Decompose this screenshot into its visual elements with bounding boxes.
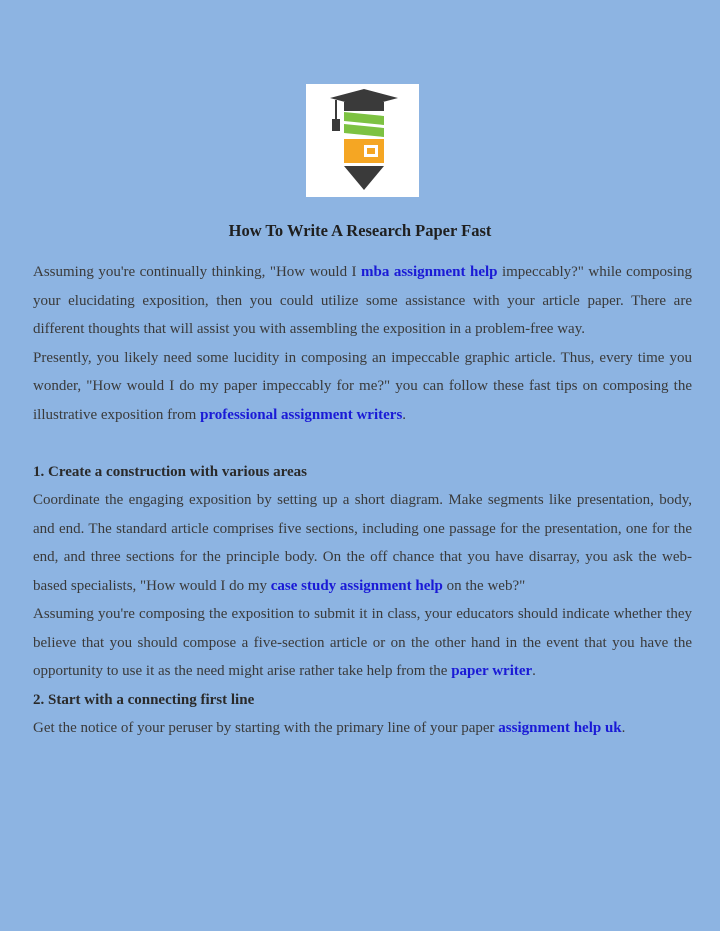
paragraph-4: Assuming you're composing the exposition to submit it in class, your educators should indicate whether they believe that you should compose a five-section article or on the other hand in the event that you have the opportunity to use it as the need might arise rather take help from the paper writer. <box>33 606 692 679</box>
page-title: How To Write A Research Paper Fast <box>228 221 492 240</box>
graduation-cap-pencil-icon <box>306 84 419 197</box>
paragraph-5: Get the notice of your peruser by starting with the primary line of your paper assignment help uk. <box>33 720 626 736</box>
mba-assignment-help-link[interactable]: mba assignment help <box>361 264 498 280</box>
paragraph-1: Assuming you're continually thinking, "How would I mba assignment help impeccably?" while composing your elucidating exposition, then you could utilize some assistance with your article paper. There are different thoughts that will assist you with assembling the exposition in a problem-free way. <box>33 264 692 337</box>
paragraph-3: Coordinate the engaging exposition by setting up a short diagram. Make segments like presentation, body, and end. The standard article comprises five sections, including one passage for the presentation, one for the end, and three sections for the principle body. On the off chance that you have disarray, you ask the web-based specialists, "How would I do my case study assignment help on the web?" <box>33 492 692 594</box>
logo <box>306 84 419 197</box>
section-heading-2: 2. Start with a connecting first line <box>33 691 255 708</box>
assignment-help-uk-link[interactable]: assignment help uk <box>498 720 622 736</box>
professional-assignment-writers-link[interactable]: professional assignment writers <box>200 406 403 423</box>
case-study-assignment-help-link[interactable]: case study assignment help <box>270 577 443 594</box>
article-body <box>33 258 692 743</box>
paper-writer-link[interactable]: paper writer <box>451 663 533 679</box>
paragraph-2: Presently, you likely need some lucidity in composing an impeccable graphic article. Thus, every time you wonder, "How would I do my paper impeccably for me?" you can follow these fast tips on composing the illustrative exposition from professional assignment writers. <box>33 349 692 423</box>
section-heading-1: 1. Create a construction with various areas <box>33 463 307 480</box>
spacer <box>33 429 692 458</box>
